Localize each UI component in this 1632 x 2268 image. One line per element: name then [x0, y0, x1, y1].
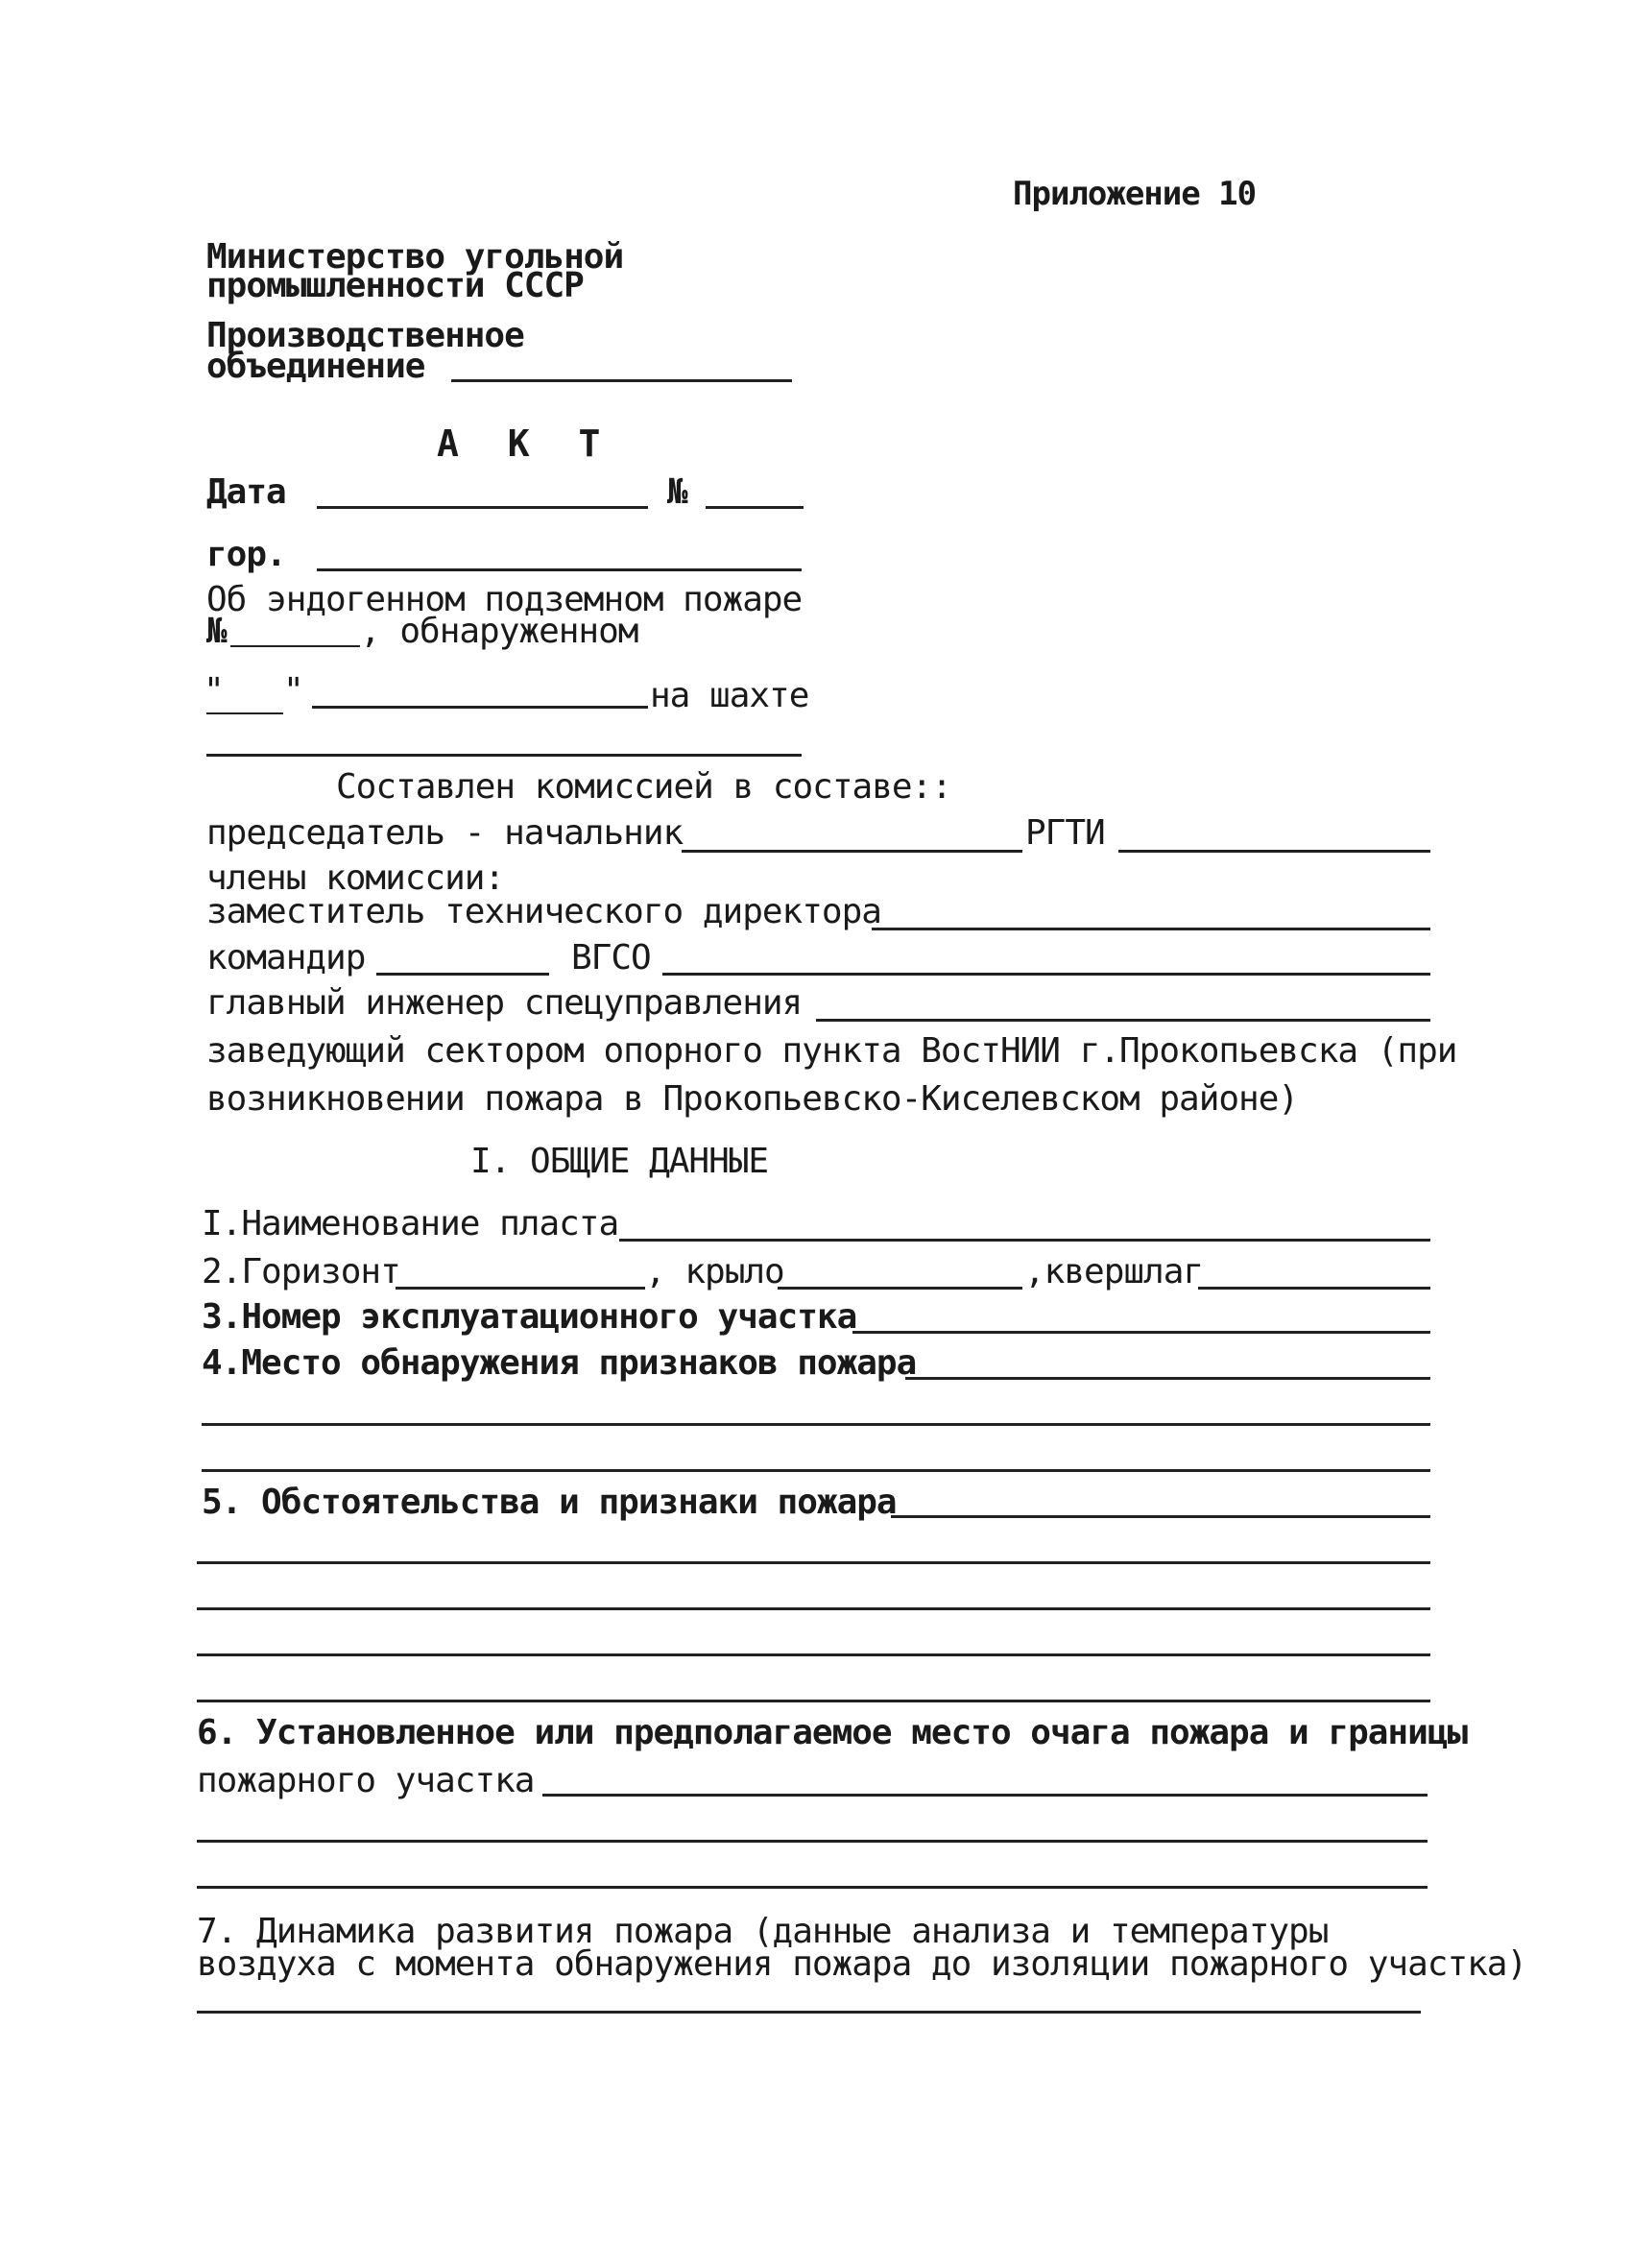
mine-name-blank: [206, 754, 802, 757]
circumstances-blank-5: [197, 1700, 1430, 1702]
circumstances-blank-4: [197, 1653, 1430, 1656]
deputy-blank: [872, 928, 1430, 930]
number-blank: [706, 506, 804, 509]
quote-open: ": [204, 671, 224, 711]
chairman-label: председатель - начальник: [206, 813, 684, 853]
fire-seat-blank-2: [197, 1840, 1428, 1843]
item-2-horizon: 2.Горизонт: [202, 1252, 400, 1291]
subject-line-1: Об эндогенном подземном пожаре: [206, 580, 803, 619]
chief-engineer-blank: [816, 1019, 1430, 1022]
association-line-1: Производственное: [206, 316, 524, 355]
section-number-blank: [852, 1331, 1430, 1334]
item-7-line-1: 7. Динамика развития пожара (данные анализа и температуры: [197, 1912, 1329, 1951]
horizon-blank: [396, 1287, 645, 1290]
item-4-location: 4.Место обнаружения признаков пожара: [202, 1343, 917, 1383]
members-label: члены комиссии:: [206, 858, 505, 898]
seam-name-blank: [619, 1239, 1430, 1242]
item-2-crosscut: ,квершлаг: [1024, 1252, 1204, 1291]
location-blank-2: [202, 1423, 1430, 1426]
section-1-title: I. ОБЩИЕ ДАННЫЕ: [470, 1142, 769, 1181]
chairman-org: РГТИ: [1025, 813, 1105, 853]
mine-label: на шахте: [650, 676, 809, 715]
fire-number-blank: [230, 645, 360, 647]
chairman-name-blank: [682, 850, 1022, 853]
item-6-line-2: пожарного участка: [197, 1761, 535, 1800]
wing-blank: [778, 1287, 1022, 1290]
commander-name-blank: [376, 973, 549, 976]
circumstances-blank-2: [197, 1561, 1430, 1564]
head-sector-line-1: заведующий сектором опорного пункта ВостНИИ г.Прокопьевска (при: [206, 1031, 1457, 1071]
item-3-section-number: 3.Номер эксплуатационного участка: [202, 1297, 857, 1337]
appendix-label: Приложение 10: [1013, 175, 1257, 213]
commander-org-blank: [662, 973, 1430, 976]
location-blank-3: [202, 1469, 1430, 1472]
day-blank: [206, 712, 283, 714]
act-title: А К Т: [437, 422, 614, 465]
city-blank: [317, 568, 802, 571]
subject-number-sign: №: [206, 612, 227, 651]
date-blank: [317, 506, 648, 509]
association-line-2: объединение: [206, 347, 425, 386]
date-label: Дата: [206, 472, 286, 512]
subject-found: , обнаруженном: [360, 612, 638, 651]
quote-close: ": [283, 671, 303, 711]
location-blank-1: [905, 1377, 1430, 1380]
chairman-org-blank: [1118, 850, 1430, 853]
fire-seat-blank-3: [197, 1886, 1428, 1889]
circumstances-blank-1: [891, 1515, 1430, 1518]
head-sector-line-2: возникновении пожара в Прокопьевско-Киселевском районе): [206, 1079, 1299, 1119]
item-2-wing: , крыло: [645, 1252, 784, 1291]
item-1-seam-name: I.Наименование пласта: [202, 1204, 619, 1243]
commission-intro: Составлен комиссией в составе::: [336, 767, 951, 807]
fire-seat-blank-1: [542, 1794, 1428, 1797]
crosscut-blank: [1198, 1287, 1430, 1290]
deputy-label: заместитель технического директора: [206, 892, 881, 931]
ministry-line-2: промышленности СССР: [206, 266, 584, 305]
item-5-circumstances: 5. Обстоятельства и признаки пожара: [202, 1483, 897, 1522]
chief-engineer-label: главный инженер спецуправления: [206, 983, 803, 1023]
month-year-blank: [312, 706, 648, 709]
ministry-line-1: Министерство угольной: [206, 237, 624, 277]
circumstances-blank-3: [197, 1607, 1430, 1610]
commander-org: ВГСО: [571, 938, 651, 977]
number-sign: №: [667, 472, 687, 512]
commander-label: командир: [206, 938, 366, 977]
item-7-line-2: воздуха с момента обнаружения пожара до изоляции пожарного участка): [197, 1944, 1527, 1984]
item-6-line-1: 6. Установленное или предполагаемое место очага пожара и границы: [197, 1713, 1468, 1752]
association-blank: [451, 379, 792, 382]
dynamics-blank: [197, 2011, 1421, 2014]
city-label: гор.: [206, 535, 286, 574]
